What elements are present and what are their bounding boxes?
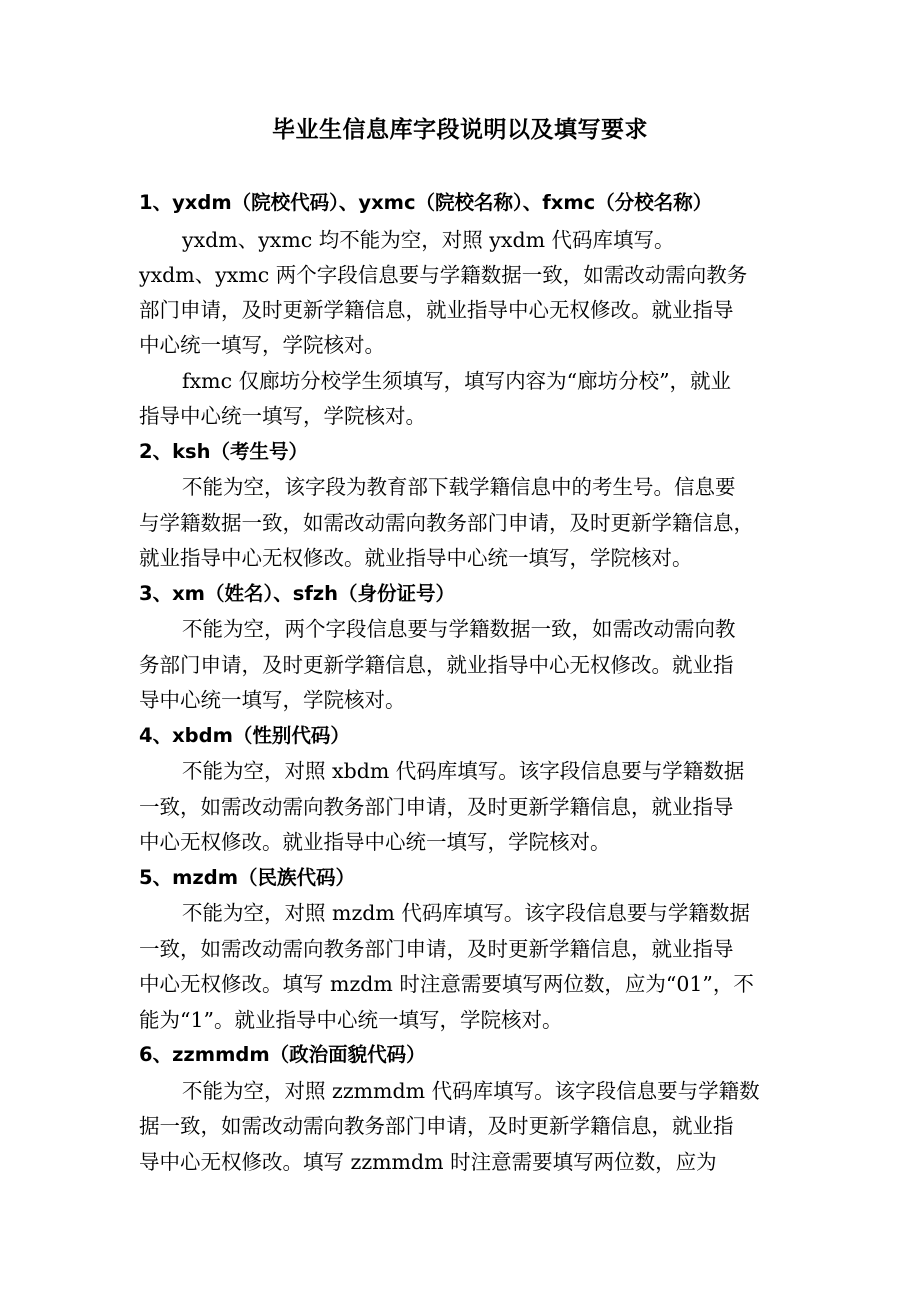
paragraph-line: 就业指导中心无权修改。就业指导中心统一填写，学院核对。 [139, 546, 693, 570]
paragraph-line: 中心无权修改。填写 mzdm 时注意需要填写两位数，应为“01”，不 [139, 972, 754, 996]
paragraph-line: 不能为空，对照 xbdm 代码库填写。该字段信息要与学籍数据 [182, 759, 745, 783]
document-title: 毕业生信息库字段说明以及填写要求 [272, 117, 648, 143]
paragraph-line: 中心无权修改。就业指导中心统一填写，学院核对。 [139, 830, 611, 854]
paragraph-line: 一致，如需改动需向教务部门申请，及时更新学籍信息，就业指导 [139, 795, 734, 819]
paragraph-line: 不能为空，对照 zzmmdm 代码库填写。该字段信息要与学籍数 [182, 1079, 760, 1103]
section-heading-6: 6、zzmmdm（政治面貌代码） [139, 1043, 426, 1066]
paragraph-line: 不能为空，两个字段信息要与学籍数据一致，如需改动需向教 [182, 617, 736, 641]
paragraph-line: 一致，如需改动需向教务部门申请，及时更新学籍信息，就业指导 [139, 937, 734, 961]
paragraph-line: 不能为空，对照 mzdm 代码库填写。该字段信息要与学籍数据 [182, 901, 750, 925]
paragraph-line: 导中心统一填写，学院核对。 [139, 688, 406, 712]
section-heading-4: 4、xbdm（性别代码） [139, 724, 350, 747]
section-heading-1: 1、yxdm（院校代码）、yxmc（院校名称）、fxmc（分校名称） [139, 191, 713, 214]
paragraph-line: 不能为空，该字段为教育部下载学籍信息中的考生号。信息要 [182, 475, 736, 499]
paragraph-line: yxdm、yxmc 两个字段信息要与学籍数据一致，如需改动需向教务 [139, 263, 748, 287]
paragraph-line: 能为“1”。就业指导中心统一填写，学院核对。 [139, 1008, 563, 1032]
section-heading-3: 3、xm（姓名）、sfzh（身份证号） [139, 582, 456, 605]
paragraph-line: 导中心无权修改。填写 zzmmdm 时注意需要填写两位数，应为 [139, 1150, 717, 1174]
paragraph-line: 据一致，如需改动需向教务部门申请，及时更新学籍信息，就业指 [139, 1114, 734, 1138]
paragraph-line: 指导中心统一填写，学院核对。 [139, 404, 426, 428]
paragraph-line: 务部门申请，及时更新学籍信息，就业指导中心无权修改。就业指 [139, 653, 734, 677]
paragraph-line: yxdm、yxmc 均不能为空，对照 yxdm 代码库填写。 [182, 228, 675, 252]
paragraph-line: fxmc 仅廊坊分校学生须填写，填写内容为“廊坊分校”，就业 [182, 369, 732, 393]
paragraph-line: 与学籍数据一致，如需改动需向教务部门申请，及时更新学籍信息， [139, 511, 754, 535]
section-heading-2: 2、ksh（考生号） [139, 440, 309, 463]
paragraph-line: 中心统一填写，学院核对。 [139, 333, 385, 357]
paragraph-line: 部门申请，及时更新学籍信息，就业指导中心无权修改。就业指导 [139, 298, 734, 322]
section-heading-5: 5、mzdm（民族代码） [139, 866, 356, 889]
